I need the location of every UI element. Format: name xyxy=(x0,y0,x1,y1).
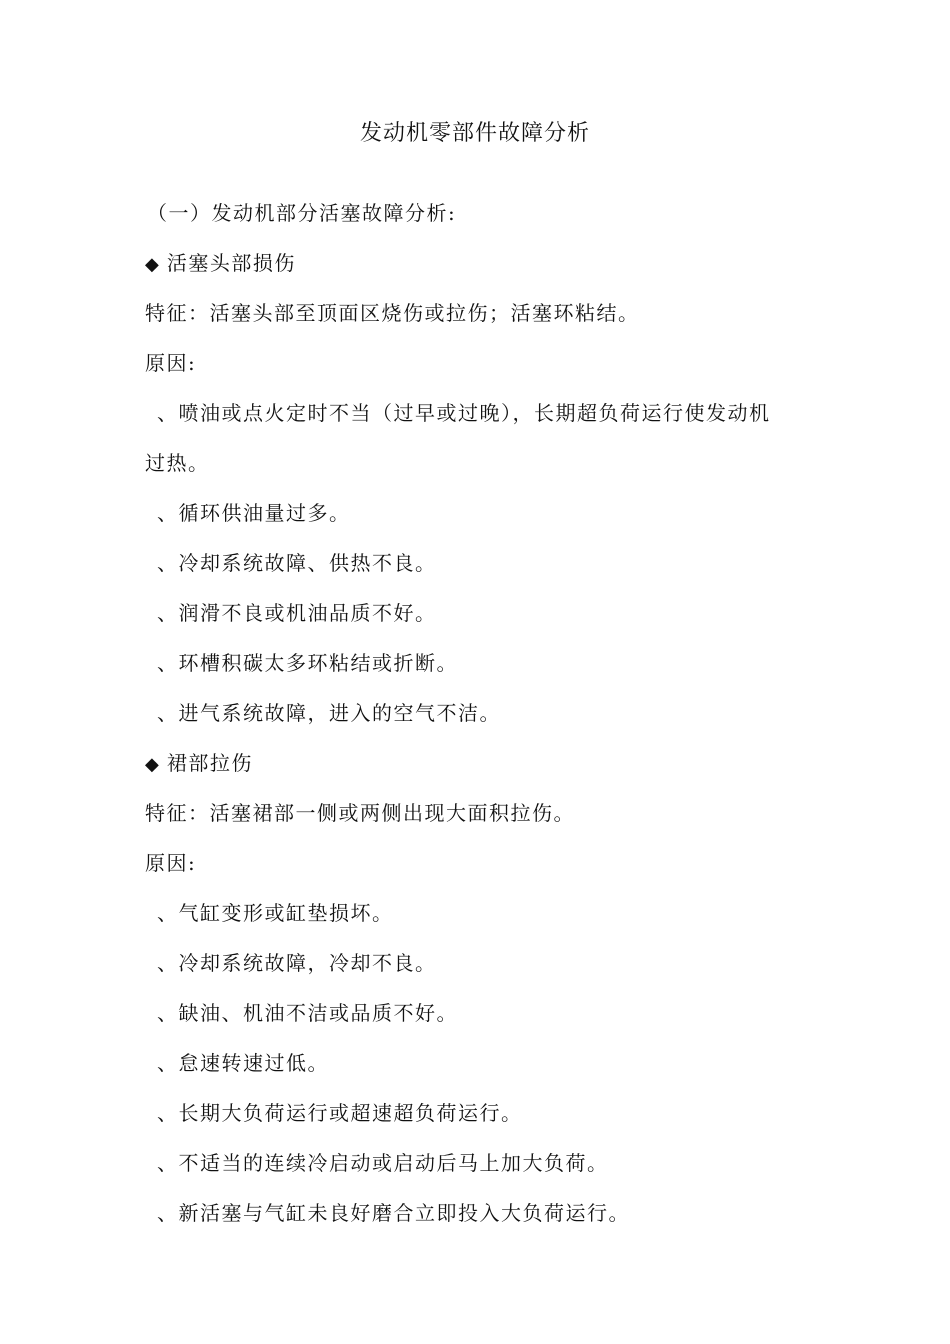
feature-text: 特征：活塞头部至顶面区烧伤或拉伤；活塞环粘结。 xyxy=(145,301,640,325)
cause-item: 、润滑不良或机油品质不好。 xyxy=(157,601,437,625)
diamond-bullet-icon: ◆ xyxy=(145,754,159,775)
part-heading-piston-head xyxy=(145,238,825,288)
cause-item: 、怠速转速过低。 xyxy=(157,1051,329,1075)
part-heading-label: 活塞头部损伤 xyxy=(166,251,296,275)
cause-item: 、长期大负荷运行或超速超负荷运行。 xyxy=(157,1101,523,1125)
document-body xyxy=(145,188,825,1238)
cause-item: 、新活塞与气缸未良好磨合立即投入大负荷运行。 xyxy=(157,1201,630,1225)
cause-item: 、冷却系统故障，冷却不良。 xyxy=(157,951,437,975)
cause-item: 、气缸变形或缸垫损坏。 xyxy=(157,901,394,925)
cause-item: 、缺油、机油不洁或品质不好。 xyxy=(157,1001,458,1025)
cause-item: 、喷油或点火定时不当（过早或过晚），长期超负荷运行使发动机 xyxy=(157,401,771,425)
cause-item: 、不适当的连续冷启动或启动后马上加大负荷。 xyxy=(157,1151,609,1175)
part-heading-label: 裙部拉伤 xyxy=(166,751,253,775)
cause-item: 、进气系统故障，进入的空气不洁。 xyxy=(157,701,501,725)
section-heading: （一）发动机部分活塞故障分析: xyxy=(147,201,457,225)
cause-label: 原因: xyxy=(145,851,197,875)
document-title: 发动机零部件故障分析 xyxy=(359,121,590,146)
cause-label: 原因: xyxy=(145,351,197,375)
feature-text: 特征：活塞裙部一侧或两侧出现大面积拉伤。 xyxy=(145,801,575,825)
cause-item: 、冷却系统故障、供热不良。 xyxy=(157,551,437,575)
part-heading-skirt xyxy=(145,738,825,788)
cause-item-continuation: 过热。 xyxy=(145,451,210,475)
diamond-bullet-icon: ◆ xyxy=(145,254,159,275)
cause-item: 、环槽积碳太多环粘结或折断。 xyxy=(157,651,458,675)
cause-item: 、循环供油量过多。 xyxy=(157,501,351,525)
